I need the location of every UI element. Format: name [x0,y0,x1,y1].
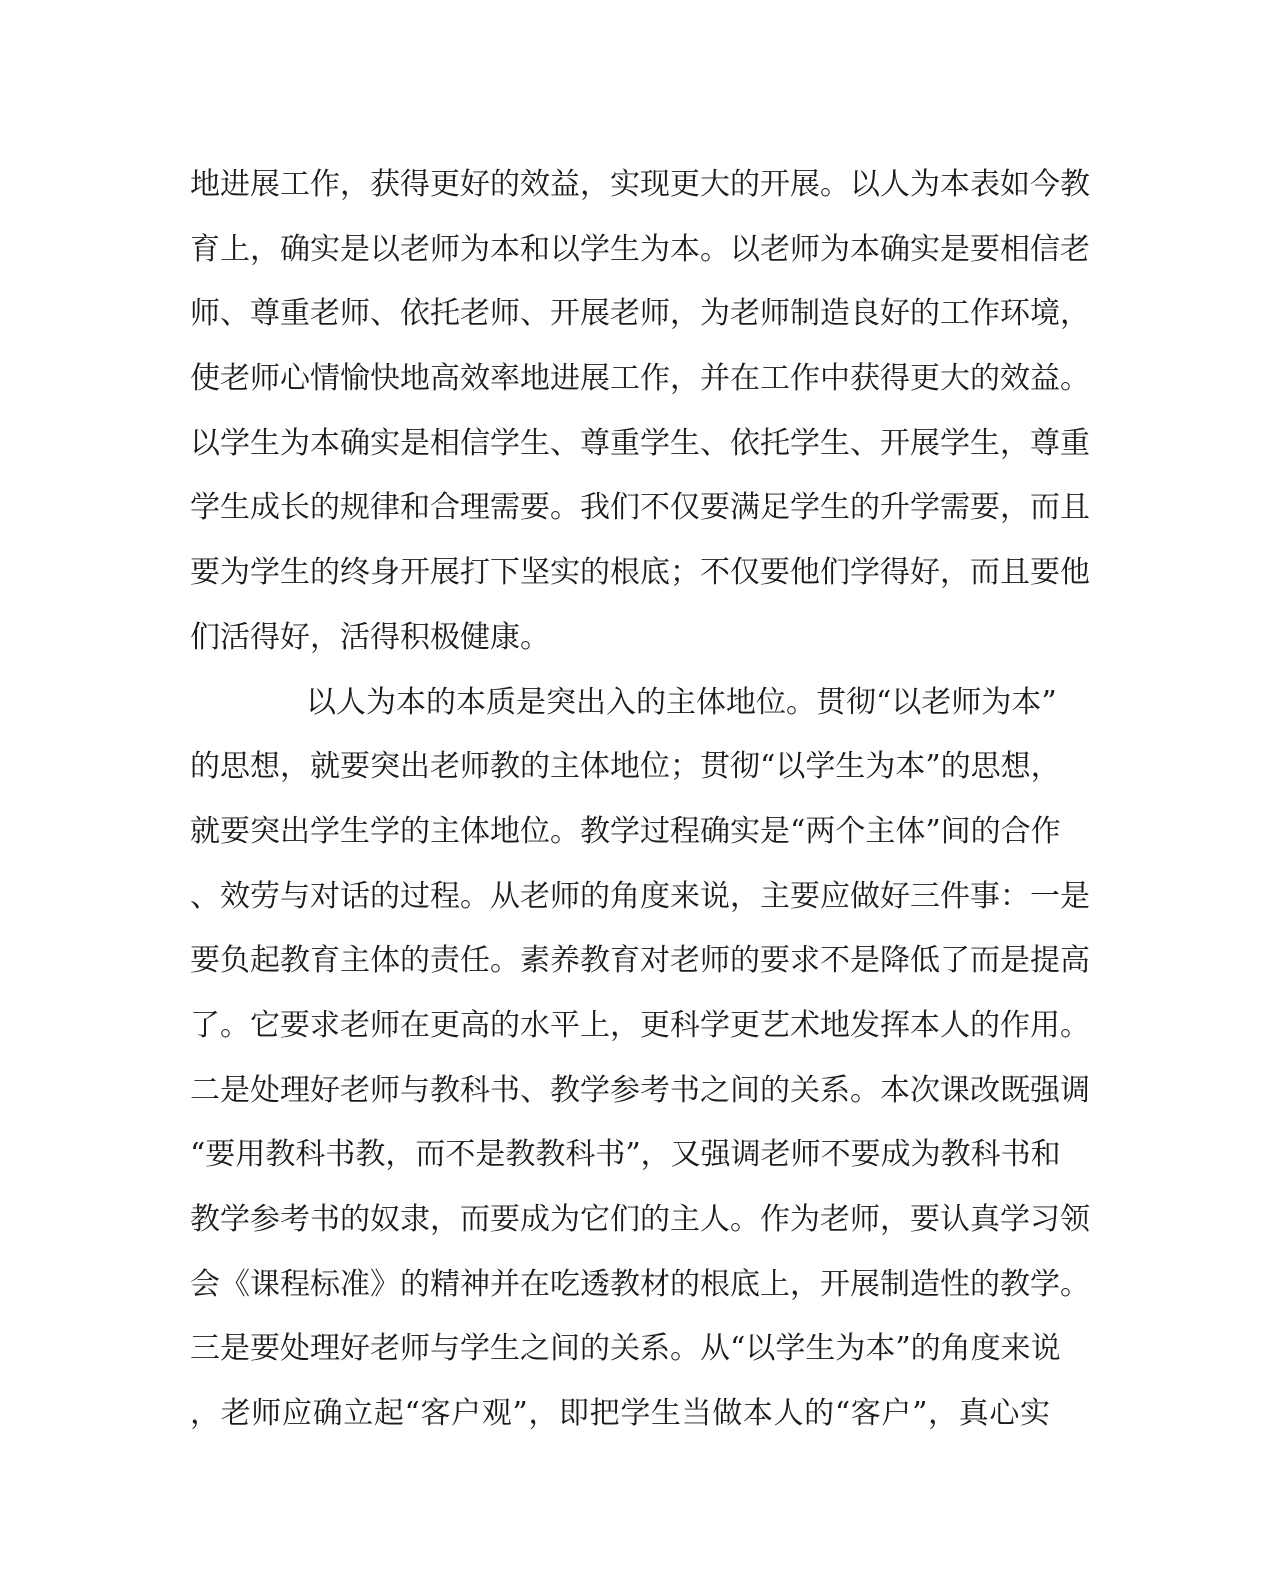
paragraph-2 [190,671,1090,1447]
text-line: 地进展工作，获得更好的效益，实现更大的开展。以人为本表如今教 [190,167,1090,202]
text-line: 的思想，就要突出老师教的主体地位；贯彻“以学生为本”的思想， [190,749,1061,785]
text-line: “要用教科书教，而不是教教科书”，又强调老师不要成为教科书和 [190,1137,1061,1173]
text-line: 要为学生的终身开展打下坚实的根底；不仅要他们学得好，而且要他 [190,555,1090,591]
document-body [190,153,1090,1447]
text-line: 三是要处理好老师与学生之间的关系。从“以学生为本”的角度来说 [190,1331,1061,1367]
text-line: 了。它要求老师在更高的水平上，更科学更艺术地发挥本人的作用。 [190,1007,1090,1043]
text-line: 学生成长的规律和合理需要。我们不仅要满足学生的升学需要，而且 [190,490,1090,526]
text-line: 育上，确实是以老师为本和以学生为本。以老师为本确实是要相信老 [190,231,1090,267]
text-line: 使老师心情愉快地高效率地进展工作，并在工作中获得更大的效益。 [190,361,1090,397]
text-line: 师、尊重老师、依托老师、开展老师，为老师制造良好的工作环境， [190,296,1090,332]
text-line: 二是处理好老师与教科书、教学参考书之间的关系。本次课改既强调 [190,1072,1090,1108]
text-line: 以学生为本确实是相信学生、尊重学生、依托学生、开展学生，尊重 [190,425,1090,461]
text-line: 教学参考书的奴隶，而要成为它们的主人。作为老师，要认真学习领 [190,1202,1090,1237]
paragraph-1 [190,153,1090,671]
text-line: 、效劳与对话的过程。从老师的角度来说，主要应做好三件事：一是 [190,878,1090,914]
text-line: 就要突出学生学的主体地位。教学过程确实是“两个主体”间的合作 [190,813,1061,849]
text-line: 以人为本的本质是突出入的主体地位。贯彻“以老师为本” [306,684,1057,720]
text-line: 会《课程标准》的精神并在吃透教材的根底上，开展制造性的教学。 [190,1266,1090,1302]
text-line: 要负起教育主体的责任。素养教育对老师的要求不是降低了而是提高 [190,943,1090,979]
text-line: ，老师应确立起“客户观”，即把学生当做本人的“客户”，真心实 [190,1396,1050,1432]
text-line: 们活得好，活得积极健康。 [190,619,550,655]
